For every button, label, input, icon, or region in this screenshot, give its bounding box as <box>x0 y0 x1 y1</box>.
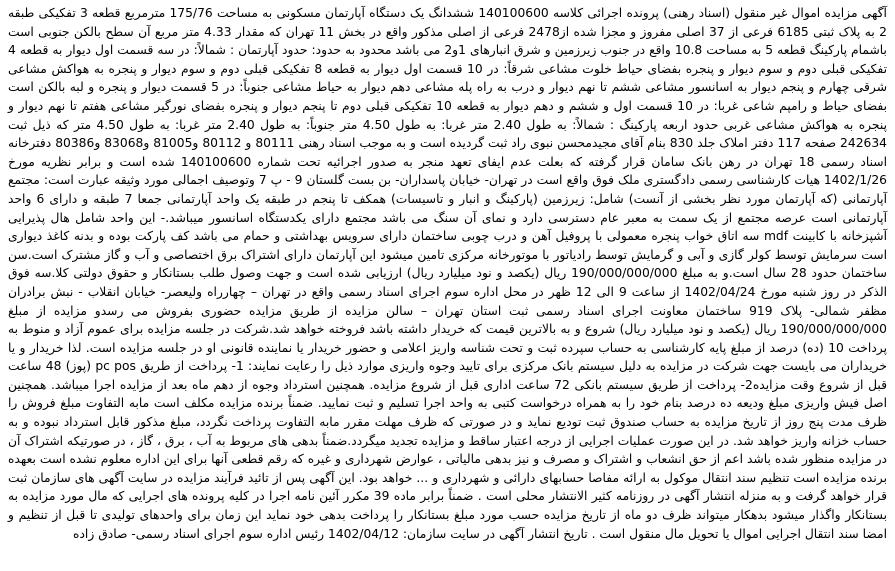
notice-body-text: آگهی مزایده اموال غیر منقول (اسناد رهنی) پرونده اجرائی کلاسه 140100600 ششدانگ یک دستگاه آپارتمان مسکونی به مساحت 175/76 مترمربع قطعه 3 تفکیکی طبقه 2 به پلاک ثبتی 6185 فرعی از 37 اصلی مفروز و مجزا شده از2478 فرعی از اصلی مذکور واقع در بخش 11 تهران که مقدار 4.33 متر مربع آن سطح بالکن جنوبی است باشمام پارکینگ قطعه 5 به مساحت 10.8 واقع در جنوب زیرزمین و شرق انبارهای 1و2 می باشد محدود به حدود: حدود آپارتمان : شمالاً: در سه قسمت اول دیوار به قطعه 4 تفکیکی قبلی دوم و سوم دیوار و پنجره بفضای حیاط خلوت مشاعی شرقاً: در 10 قسمت اول دیوار به قطعه 8 تفکیکی قبلی دوم و سوم دیوار و پنجره به هواکش مشاعی شرقی چهارم و پنجم دیوار به اسانسور مشاعی ششم تا نهم دیوار و درب به راه پله مشاعی دهم دیوار به حیاط مشاعی جنوباً: در 5 قسمت دیوار و پنجره و لبه بالکن است بفضای حیاط و رامپم شاعی غربا: در 10 قسمت اول و ششم و دهم دیوار به قطعه 10 تفکیکی قبلی دوم تا پنجم دیوار و پنجره بفضای نورگیر مشاعی هفتم تا نهم دیوار و پنجره به هواکش مشاعی غربی حدود اربعه پارکینگ : شمالاً: به طول 2.40 متر غربا: به طول 4.50 متر جنوباً: به طول 2.40 متر غربا: به طول 4.50 متر که ذیل ثبت 242634 صفحه 117 دفتر املاک جلد 830 بنام آقای مجیدمحسن نبوی راد ثبت گردیده است و به موجب اسناد رهنی 80111 و 80112 و81005 و83068 و80386 دفترخانه اسناد رسمی 18 تهران در رهن بانک سامان قرار گرفته که بعلت عدم ایفای تعهد منجر به صدور اجرائیه تحت شماره 140100600 شده است و برابر نظریه مورخ 1402/1/26 هیات کارشناسی رسمی دادگستری ملک فوق واقع است در تهران- خیابان پاسداران- بن بست گلستان 9 - پ 7 وتوصیف اجمالی مورد وثیقه عبارت است: مجتمع آپارتمانی (که آپارتمان مورد نظر بخشی از آنست) شامل: زیرزمین (پارکینگ و انبار و تاسیسات) همکف تا پنجم در طبقه یک واحد آپارتمانی جمعا 7 طبقه و دارای 6 واحد آپارتمانی است عرصه مجتمع از یک سمت به معبر عام دسترسی دارد و نمای آن سنگ می باشد مجتمع دارای یکدستگاه اسانسور میباشد.- این واحد شامل هال پذیرایی آشپزخانه با کابینت mdf سه اتاق خواب پنجره معمولی با پروفیل آهن و درب چوبی ساختمان دارای سرویس بهداشتی و حمام می باشد کف پارکت بوده و بدنه کاغذ دیواری است سرمایش توسط کولر گازی و آبی و گرمایش توسط رادیاتور با موتورخانه مرکزی تامین میشود این آپارتمان دارای اشتراک برق اختصاصی و آب و گاز مشترک است.سن ساختمان حدود 28 سال است.و به مبلغ 190/000/000/000 ریال (یکصد و نود میلیارد ریال) ارزیابی شده است و جهت وصول طلب بستانکار و حقوق دولتی کلا.سه فوق الذکر در روز شنبه مورخ 1402/04/24 از ساعت 9 الی 12 ظهر در محل اداره سوم اجرای اسناد رسمی واقع در تهران – چهارراه ولیعصر- خیابان انقلاب - نبش برادران مظفر شمالی- پلاک 919 ساختمان معاونت اجرای اسناد رسمی ثبت استان تهران – سالن مزایده از طریق مزایده حضوری بفروش می رسدو مزایده از مبلغ 190/000/000/000 ریال (یکصد و نود میلیارد ریال) شروع و به بالاترین قیمت که خریدار داشته باشد فروخته خواهد شد.شرکت در جلسه مزایده برای عموم آزاد و منوط به پرداخت 10 (ده) درصد از مبلغ پایه کارشناسی به حساب سپرده ثبت و تحت شناسه واریز اعلامی و حضور خریدار یا نماینده قانونی او در جلسه مزایده است. لذا خریدار و یا خریداران می بایست جهت شرکت در مزایده به دلیل سیستم بانک مرکزی برای تایید وجوه واریزی موارد ذیل را رعایت نمایند: 1- پرداخت از طریق pc pos (پوز) 48 ساعت قبل از شروع وقت مزایده2- پرداخت از طریق سیستم بانکی 72 ساعت اداری قبل از شروع مزایده. همچنین استرداد وجوه از دهم ماه بعد از مزایده اجرا میباشد. همچنین اصل فیش واریزی مبلغ ودیعه ده درصد بنام خود را به همراه درخواست کتبی به واحد اجرا تسلیم و ثبت نمایید. ضمناً برنده مزایده مکلف است مابه التفاوت مبلغ فروش را ظرف مدت پنج روز از تاریخ مزایده به حساب صندوق ثبت تودیع نماید و در صورتی که ظرف مهلت مقرر مابه التفاوت پرداخت نگردد، مبلغ مذکور قابل استرداد نبوده و به حساب خزانه واریز خواهد شد. در این صورت عملیات اجرایی از درجه اعتبار ساقط و مزایده تجدید میگردد.ضمناً بدهی های مربوط به آب ، برق ، گاز ، در صورتیکه اشتراک آن در مزایده منظور شده باشد اعم از حق انشعاب و اشتراک و مصرف و نیز بدهی مالیاتی ، عوارض شهرداری و غیره که رقم قطعی آنها برای این اداره معلوم نشده است بعهده برنده مزایده است تنظیم سند انتقال موکول به ارائه مفاصا حسابهای دارائی و شهرداری و ... خواهد بود. این آگهی پس از تائید فرآیند مزایده در سایت آگهی های سازمان ثبت قرار خواهد گرفت و به منزله انتشار آگهی در روزنامه کثیر الانتشار محلی است . ضمناً برابر ماده 39 مکرر آئین نامه اجرا در کلیه پرونده های اجرایی که مال مورد مزایده به بستانکار واگذار میشود بدهکار میتواند ظرف دو ماه از تاریخ مزایده حسب مورد مبلغ بستانکار را پرداخت بدهی خود نماید این زمان برای واحدهای تولیدی تا قبل از تنظیم و امضا سند انتقال اجرایی اموال یا تحویل مال منقول است . تاریخ انتشار آگهی در سایت سازمان: 1402/04/12 رئیس اداره سوم اجرای اسناد رسمی- صادق زاده <box>8 6 888 541</box>
